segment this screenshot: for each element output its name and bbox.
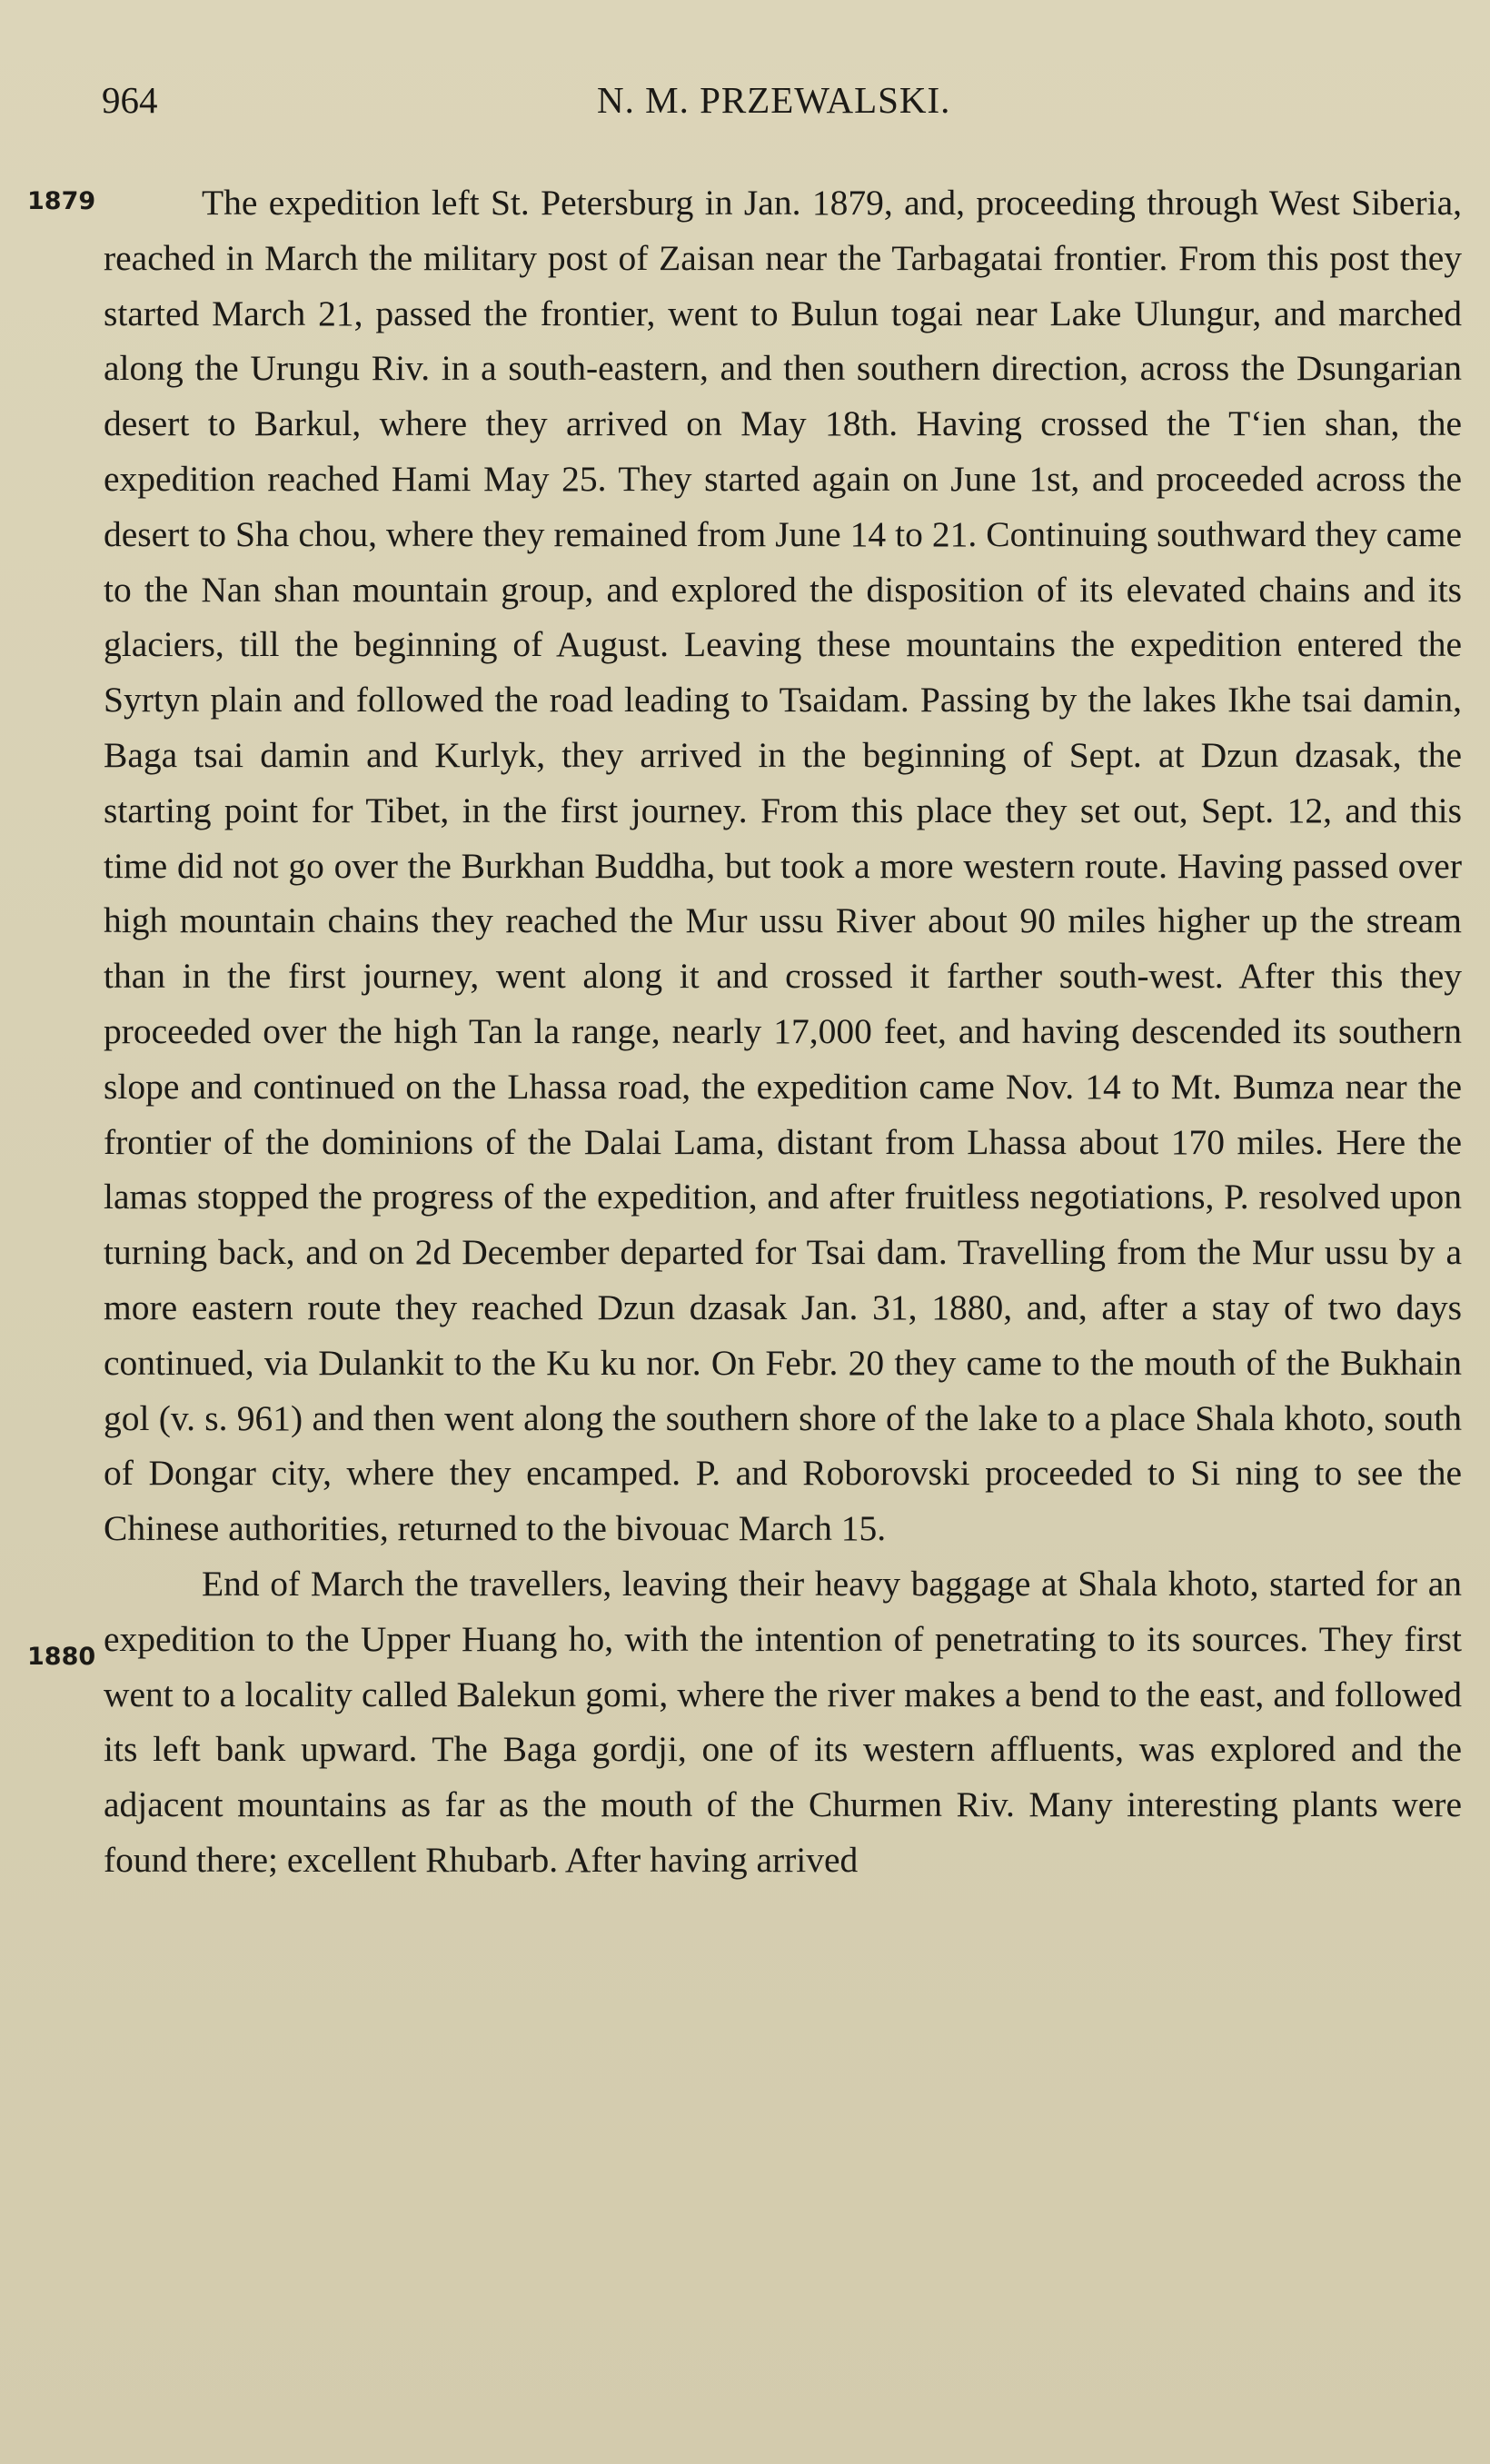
running-head-title: N. M. PRZEWALSKI. (597, 79, 951, 121)
running-head (102, 73, 1465, 127)
paragraph-upper-huang-ho: End of March the travellers, leaving their heavy baggage at Shala khoto, started for an expedition to the Upper Huang ho, with the intention of penetrating to its sources. They first went to a locality called Balekun gomi, where the river makes a bend to the east, and followed its left bank upward. The Baga gordji, one of its western affluents, was explored and the adjacent mountains as far as the mouth of the Churmen Riv. Many interesting plants were found there; excellent Rhubarb. After having arrived (104, 1563, 1462, 1880)
page-number: 964 (102, 79, 158, 121)
margin-year-1880: 1880 (27, 1643, 96, 1671)
margin-year-1879: 1879 (27, 187, 96, 215)
paragraph-expedition-route: The expedition left St. Petersburg in Jan. 1879, and, proceeding through West Siberia, reached in March the military post of Zaisan near the Tarbagatai frontier. From this post they started March 21, passed the frontier, went to Bulun togai near Lake Ulungur, and marched along the Urungu Riv. in a south-eastern, and then southern direction, across the Dsungarian desert to Barkul, where they arrived on May 18th. Having crossed the Tʻien shan, the expedition reached Hami May 25. They started again on June 1st, and proceeded across the desert to Sha chou, where they remained from June 14 to 21. Continuing southward they came to the Nan shan mountain group, and explored the disposition of its elevated chains and its glaciers, till the beginning of August. Leaving these mountains the expedition entered the Syrtyn plain and followed the road leading to Tsaidam. Passing by the lakes Ikhe tsai damin, Baga tsai damin and Kurlyk, they arrived in the beginning of Sept. at Dzun dzasak, the starting point for Tibet, in the first journey. From this place they set out, Sept. 12, and this time did not go over the Burkhan Buddha, but took a more western route. Having passed over high mountain chains they reached the Mur ussu River about 90 miles higher up the stream than in the first journey, went along it and crossed it farther south-west. After this they proceeded over the high Tan la range, nearly 17,000 feet, and having descended its southern slope and continued on the Lhassa road, the expedition came Nov. 14 to Mt. Bumza near the frontier of the dominions of the Dalai Lama, distant from Lhassa about 170 miles. Here the lamas stopped the progress of the expedition, and after fruitless negotiations, P. resolved upon turning back, and on 2d December departed for Tsai dam. Travelling from the Mur ussu by a more eastern route they reached Dzun dzasak Jan. 31, 1880, and, after a stay of two days continued, via Dulankit to the Ku ku nor. On Febr. 20 they came to the mouth of the Bukhain gol (v. s. 961) and then went along the southern shore of the lake to a place Shala khoto, south of Dongar city, where they encamped. P. and Roborovski proceeded to Si ning to see the Chinese authorities, returned to the bivouac March 15. (104, 183, 1462, 1549)
body-text (104, 175, 1462, 1888)
